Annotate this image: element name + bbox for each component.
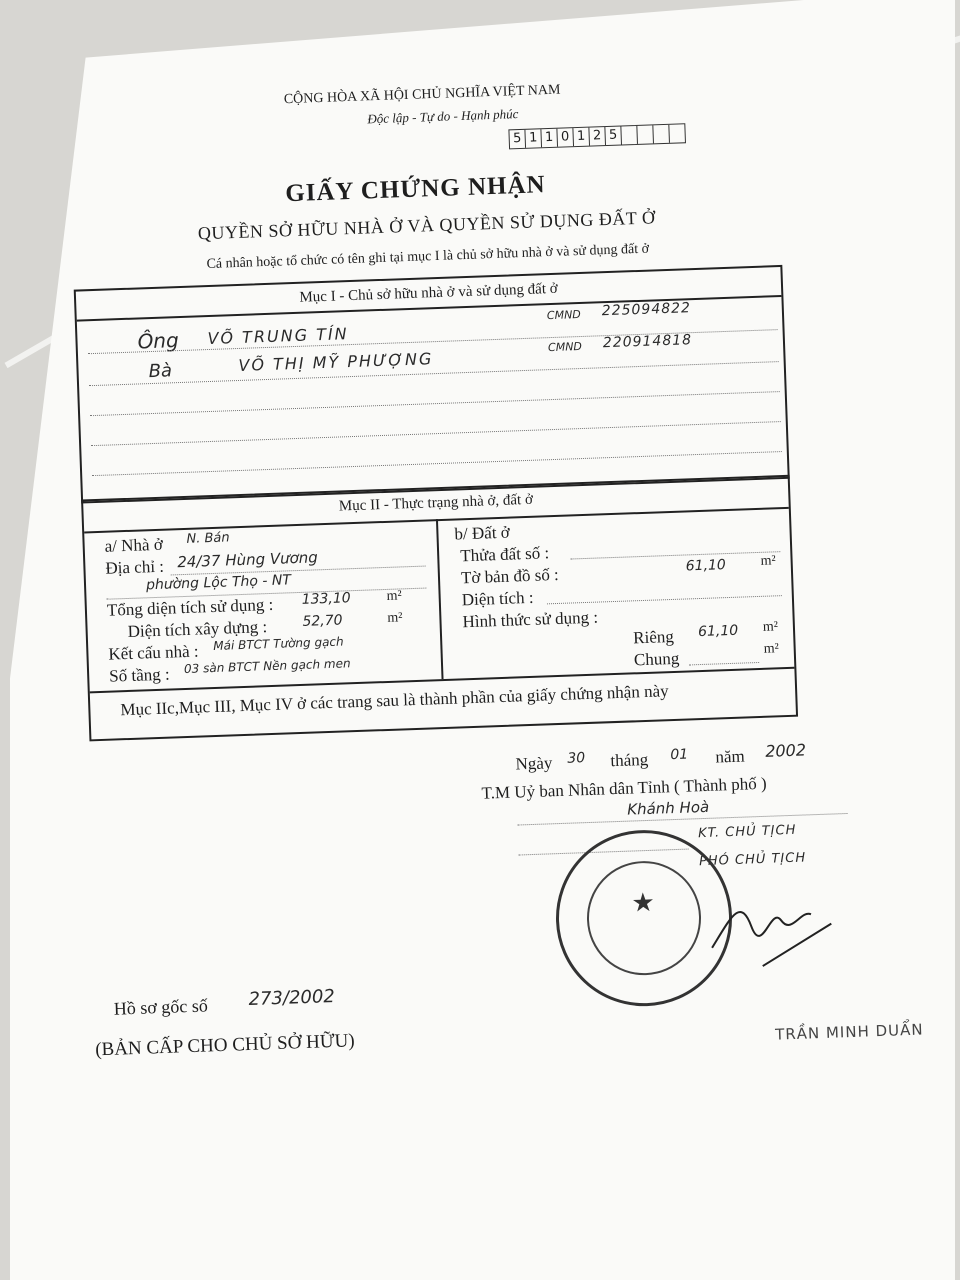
- motto: Độc lập - Tự do - Hạnh phúc: [367, 106, 519, 127]
- private-value: 61,10: [697, 622, 739, 641]
- province-name: Khánh Hoà: [626, 797, 710, 819]
- authority-line: T.M Uỷ ban Nhân dân Tỉnh ( Thành phố ): [481, 773, 767, 803]
- serial-digit: [653, 125, 670, 144]
- record-label: Hồ sơ gốc số: [113, 995, 209, 1019]
- date-month: 01: [670, 746, 689, 764]
- signature: [700, 873, 843, 978]
- structure-value: Mái BTCT Tường gạch: [212, 634, 344, 654]
- house-label: a/ Nhà ở: [104, 534, 164, 556]
- document-intro: Cá nhân hoặc tổ chức có tên ghi tại mục I là chủ sở hữu nhà ở và sử dụng đất ở: [206, 241, 650, 273]
- owner-1-id-label: CMND: [546, 307, 581, 323]
- common-label: Chung: [633, 648, 680, 670]
- section-2-table: [81, 475, 798, 742]
- map-sheet-value: 61,10: [685, 557, 727, 575]
- signer-role-1: KT. CHỦ TỊCH: [697, 822, 797, 842]
- document-title: GIẤY CHỨNG NHẬN: [284, 171, 547, 208]
- serial-digit: 5: [509, 130, 526, 149]
- serial-digit: [669, 124, 685, 143]
- land-area-label: Diện tích :: [461, 587, 534, 610]
- build-area-value: 52,70: [302, 612, 343, 630]
- seal-emblem: [585, 859, 703, 977]
- serial-digit: 1: [541, 129, 558, 148]
- build-area-label: Diện tích xây dựng :: [127, 617, 268, 641]
- date-day: 30: [567, 750, 586, 767]
- total-area-unit: m²: [386, 588, 402, 604]
- owner-1-prefix: Ông: [137, 328, 180, 354]
- date-month-label: tháng: [610, 749, 649, 771]
- house-type: N. Bán: [186, 530, 230, 547]
- structure-label: Kết cấu nhà :: [108, 641, 199, 664]
- usage-label: Hình thức sử dụng :: [462, 607, 599, 632]
- serial-digit: 5: [605, 126, 622, 145]
- common-unit: m²: [763, 641, 780, 657]
- owner-2-name: VÕ THỊ MỸ PHƯỢNG: [238, 349, 434, 375]
- record-number: 273/2002: [248, 985, 336, 1010]
- serial-number-box: [508, 123, 686, 149]
- address-line-2: phường Lộc Thọ - NT: [145, 572, 292, 594]
- serial-digit: 1: [525, 129, 542, 148]
- certificate: [60, 12, 924, 1119]
- section-1-table: [74, 265, 790, 504]
- floors-label: Số tầng :: [108, 664, 170, 686]
- star-icon: ★: [630, 887, 656, 918]
- serial-digit: [621, 126, 638, 145]
- serial-digit: 0: [557, 128, 574, 147]
- footer-note: Mục IIc,Mục III, Mục IV ở các trang sau là thành phần của giấy chứng nhận này: [120, 681, 669, 720]
- total-area-value: 133,10: [301, 590, 351, 608]
- total-area-label: Tổng diện tích sử dụng :: [106, 594, 274, 620]
- address-line-1: 24/37 Hùng Vương: [176, 548, 319, 572]
- address-label: Địa chỉ :: [105, 556, 165, 578]
- parcel-label: Thửa đất số :: [459, 543, 550, 566]
- floors-value: 03 sàn BTCT Nền gạch men: [183, 656, 351, 677]
- country-name: CỘNG HÒA XÃ HỘI CHỦ NGHĨA VIỆT NAM: [283, 82, 561, 108]
- section-1-heading: Mục I - Chủ sở hữu nhà ở và sử dụng đất ở: [299, 280, 558, 306]
- date-year-label: năm: [715, 746, 746, 767]
- serial-digit: 2: [589, 127, 606, 146]
- signer-role-2: PHÓ CHỦ TỊCH: [698, 850, 807, 870]
- private-label: Riêng: [632, 626, 675, 648]
- section-2-heading: Mục II - Thực trạng nhà ở, đất ở: [338, 491, 534, 515]
- map-sheet-label: Tờ bản đồ số :: [460, 564, 560, 588]
- document-subtitle: QUYỀN SỞ HỮU NHÀ Ở VÀ QUYỀN SỬ DỤNG ĐẤT Ở: [197, 207, 656, 244]
- map-sheet-unit: m²: [760, 553, 776, 569]
- owner-2-id-label: CMND: [547, 339, 583, 355]
- date-year: 2002: [764, 740, 807, 761]
- owner-2-id: 220914818: [602, 332, 693, 352]
- serial-digit: 1: [573, 128, 590, 147]
- copy-note: (BẢN CẤP CHO CHỦ SỞ HỮU): [94, 1030, 355, 1061]
- private-unit: m²: [762, 619, 779, 635]
- land-label: b/ Đất ở: [454, 522, 511, 544]
- build-area-unit: m²: [387, 610, 403, 626]
- signer-name: TRẦN MINH DUẨN: [774, 1020, 924, 1044]
- date-day-label: Ngày: [515, 753, 553, 774]
- owner-2-prefix: Bà: [148, 360, 173, 383]
- owner-1-id: 225094822: [601, 300, 692, 320]
- serial-digit: [637, 125, 654, 144]
- owner-1-name: VÕ TRUNG TÍN: [207, 324, 349, 349]
